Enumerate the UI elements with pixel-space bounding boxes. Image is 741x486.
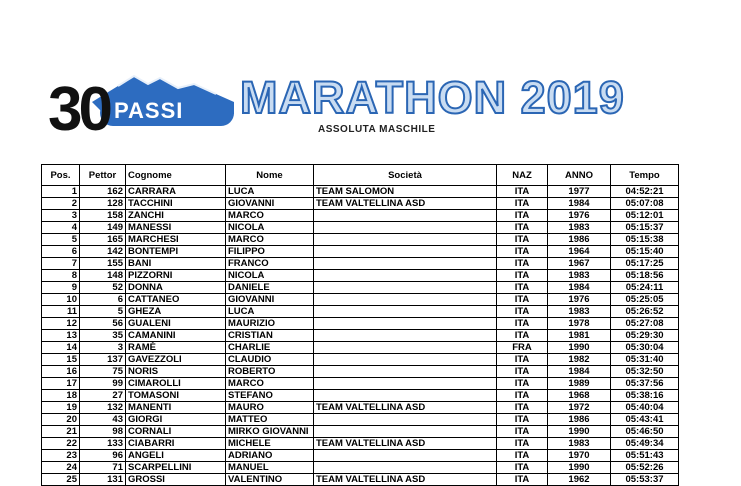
cell-pos: 21 bbox=[42, 426, 80, 438]
cell-pettorale: 155 bbox=[80, 258, 126, 270]
cell-cognome: GHEZA bbox=[126, 306, 226, 318]
cell-tempo: 05:30:04 bbox=[611, 342, 679, 354]
cell-societa: TEAM VALTELLINA ASD bbox=[314, 474, 497, 486]
cell-cognome: GIORGI bbox=[126, 414, 226, 426]
cell-pos: 14 bbox=[42, 342, 80, 354]
cell-societa bbox=[314, 246, 497, 258]
cell-anno: 1983 bbox=[548, 270, 611, 282]
table-row bbox=[42, 414, 679, 426]
cell-tempo: 05:49:34 bbox=[611, 438, 679, 450]
cell-pettorale: 27 bbox=[80, 390, 126, 402]
cell-pos: 11 bbox=[42, 306, 80, 318]
cell-pettorale: 96 bbox=[80, 450, 126, 462]
cell-anno: 1983 bbox=[548, 306, 611, 318]
cell-anno: 1972 bbox=[548, 402, 611, 414]
cell-tempo: 05:26:52 bbox=[611, 306, 679, 318]
cell-nome: MATTEO bbox=[226, 414, 314, 426]
cell-pettorale: 149 bbox=[80, 222, 126, 234]
cell-naz: ITA bbox=[497, 294, 548, 306]
cell-societa bbox=[314, 450, 497, 462]
cell-societa bbox=[314, 390, 497, 402]
cell-tempo: 05:38:16 bbox=[611, 390, 679, 402]
cell-tempo: 05:15:40 bbox=[611, 246, 679, 258]
cell-anno: 1986 bbox=[548, 414, 611, 426]
cell-cognome: CIABARRI bbox=[126, 438, 226, 450]
cell-naz: ITA bbox=[497, 330, 548, 342]
cell-tempo: 05:29:30 bbox=[611, 330, 679, 342]
cell-tempo: 05:07:08 bbox=[611, 198, 679, 210]
cell-pettorale: 148 bbox=[80, 270, 126, 282]
cell-nome: FILIPPO bbox=[226, 246, 314, 258]
table-row bbox=[42, 426, 679, 438]
cell-pos: 13 bbox=[42, 330, 80, 342]
cell-pos: 10 bbox=[42, 294, 80, 306]
cell-cognome: NORIS bbox=[126, 366, 226, 378]
cell-pos: 20 bbox=[42, 414, 80, 426]
cell-nome: MARCO bbox=[226, 234, 314, 246]
col-naz: NAZ bbox=[497, 165, 548, 186]
cell-tempo: 05:32:50 bbox=[611, 366, 679, 378]
cell-naz: ITA bbox=[497, 402, 548, 414]
table-row bbox=[42, 294, 679, 306]
cell-societa bbox=[314, 426, 497, 438]
cell-cognome: ZANCHI bbox=[126, 210, 226, 222]
logo bbox=[48, 72, 238, 148]
cell-tempo: 05:51:43 bbox=[611, 450, 679, 462]
cell-anno: 1964 bbox=[548, 246, 611, 258]
cell-nome: ADRIANO bbox=[226, 450, 314, 462]
cell-nome: CHARLIE bbox=[226, 342, 314, 354]
col-pos: Pos. bbox=[42, 165, 80, 186]
cell-societa bbox=[314, 258, 497, 270]
table-row bbox=[42, 366, 679, 378]
logo-word: PASSI bbox=[114, 98, 184, 123]
cell-societa bbox=[314, 354, 497, 366]
cell-nome: LUCA bbox=[226, 306, 314, 318]
cell-nome: NICOLA bbox=[226, 222, 314, 234]
cell-pos: 22 bbox=[42, 438, 80, 450]
table-row bbox=[42, 222, 679, 234]
cell-nome: FRANCO bbox=[226, 258, 314, 270]
cell-anno: 1968 bbox=[548, 390, 611, 402]
logo-number: 30 bbox=[48, 75, 109, 144]
table-row bbox=[42, 198, 679, 210]
cell-anno: 1977 bbox=[548, 186, 611, 198]
cell-pos: 3 bbox=[42, 210, 80, 222]
table-row bbox=[42, 210, 679, 222]
cell-anno: 1962 bbox=[548, 474, 611, 486]
cell-tempo: 05:43:41 bbox=[611, 414, 679, 426]
cell-tempo: 05:12:01 bbox=[611, 210, 679, 222]
cell-cognome: GROSSI bbox=[126, 474, 226, 486]
cell-anno: 1984 bbox=[548, 282, 611, 294]
cell-pettorale: 142 bbox=[80, 246, 126, 258]
cell-cognome: MANESSI bbox=[126, 222, 226, 234]
cell-nome: DANIELE bbox=[226, 282, 314, 294]
cell-cognome: CIMAROLLI bbox=[126, 378, 226, 390]
cell-naz: ITA bbox=[497, 198, 548, 210]
cell-pettorale: 99 bbox=[80, 378, 126, 390]
cell-cognome: BANI bbox=[126, 258, 226, 270]
cell-societa: TEAM SALOMON bbox=[314, 186, 497, 198]
cell-anno: 1976 bbox=[548, 294, 611, 306]
table-row bbox=[42, 258, 679, 270]
cell-tempo: 05:17:25 bbox=[611, 258, 679, 270]
cell-pettorale: 43 bbox=[80, 414, 126, 426]
cell-naz: ITA bbox=[497, 270, 548, 282]
cell-tempo: 05:46:50 bbox=[611, 426, 679, 438]
col-anno: ANNO bbox=[548, 165, 611, 186]
cell-anno: 1982 bbox=[548, 354, 611, 366]
cell-naz: ITA bbox=[497, 474, 548, 486]
page-header bbox=[0, 0, 741, 150]
cell-tempo: 05:53:37 bbox=[611, 474, 679, 486]
cell-naz: ITA bbox=[497, 450, 548, 462]
page-title: MARATHON 2019 bbox=[240, 72, 625, 123]
cell-pos: 18 bbox=[42, 390, 80, 402]
cell-pettorale: 162 bbox=[80, 186, 126, 198]
cell-pettorale: 132 bbox=[80, 402, 126, 414]
table-row bbox=[42, 246, 679, 258]
cell-tempo: 05:25:05 bbox=[611, 294, 679, 306]
cell-naz: ITA bbox=[497, 222, 548, 234]
cell-cognome: SCARPELLINI bbox=[126, 462, 226, 474]
cell-anno: 1984 bbox=[548, 366, 611, 378]
cell-cognome: GAVEZZOLI bbox=[126, 354, 226, 366]
cell-nome: MAURIZIO bbox=[226, 318, 314, 330]
cell-nome: VALENTINO bbox=[226, 474, 314, 486]
cell-societa bbox=[314, 318, 497, 330]
table-row bbox=[42, 186, 679, 198]
cell-pos: 17 bbox=[42, 378, 80, 390]
cell-societa: TEAM VALTELLINA ASD bbox=[314, 402, 497, 414]
cell-pos: 25 bbox=[42, 474, 80, 486]
cell-naz: ITA bbox=[497, 438, 548, 450]
cell-pettorale: 6 bbox=[80, 294, 126, 306]
cell-anno: 1983 bbox=[548, 222, 611, 234]
cell-pettorale: 131 bbox=[80, 474, 126, 486]
cell-cognome: CORNALI bbox=[126, 426, 226, 438]
cell-societa bbox=[314, 234, 497, 246]
table-row bbox=[42, 282, 679, 294]
cell-pettorale: 52 bbox=[80, 282, 126, 294]
cell-pos: 7 bbox=[42, 258, 80, 270]
col-nome: Nome bbox=[226, 165, 314, 186]
table-row bbox=[42, 234, 679, 246]
cell-naz: ITA bbox=[497, 234, 548, 246]
cell-naz: ITA bbox=[497, 210, 548, 222]
table-row bbox=[42, 342, 679, 354]
table-row bbox=[42, 318, 679, 330]
cell-tempo: 05:31:40 bbox=[611, 354, 679, 366]
cell-anno: 1983 bbox=[548, 438, 611, 450]
cell-naz: ITA bbox=[497, 366, 548, 378]
cell-pettorale: 56 bbox=[80, 318, 126, 330]
cell-cognome: CATTANEO bbox=[126, 294, 226, 306]
cell-pettorale: 35 bbox=[80, 330, 126, 342]
cell-anno: 1970 bbox=[548, 450, 611, 462]
cell-nome: GIOVANNI bbox=[226, 294, 314, 306]
results-table bbox=[41, 164, 679, 486]
table-row bbox=[42, 378, 679, 390]
cell-societa bbox=[314, 342, 497, 354]
cell-naz: FRA bbox=[497, 342, 548, 354]
cell-anno: 1990 bbox=[548, 426, 611, 438]
table-row bbox=[42, 330, 679, 342]
cell-naz: ITA bbox=[497, 378, 548, 390]
cell-cognome: BONTEMPI bbox=[126, 246, 226, 258]
cell-societa bbox=[314, 462, 497, 474]
cell-pettorale: 75 bbox=[80, 366, 126, 378]
cell-naz: ITA bbox=[497, 462, 548, 474]
table-row bbox=[42, 390, 679, 402]
cell-cognome: CARRARA bbox=[126, 186, 226, 198]
cell-pos: 15 bbox=[42, 354, 80, 366]
cell-anno: 1978 bbox=[548, 318, 611, 330]
cell-anno: 1984 bbox=[548, 198, 611, 210]
cell-societa bbox=[314, 294, 497, 306]
cell-pettorale: 133 bbox=[80, 438, 126, 450]
cell-societa bbox=[314, 414, 497, 426]
cell-pos: 2 bbox=[42, 198, 80, 210]
table-row bbox=[42, 438, 679, 450]
cell-societa bbox=[314, 366, 497, 378]
cell-societa bbox=[314, 282, 497, 294]
cell-pettorale: 158 bbox=[80, 210, 126, 222]
cell-cognome: ANGELI bbox=[126, 450, 226, 462]
col-societa: Società bbox=[314, 165, 497, 186]
cell-pos: 19 bbox=[42, 402, 80, 414]
cell-pettorale: 137 bbox=[80, 354, 126, 366]
cell-nome: MARCO bbox=[226, 210, 314, 222]
cell-nome: MIRKO GIOVANNI bbox=[226, 426, 314, 438]
cell-anno: 1976 bbox=[548, 210, 611, 222]
cell-pettorale: 5 bbox=[80, 306, 126, 318]
cell-pos: 23 bbox=[42, 450, 80, 462]
cell-pos: 1 bbox=[42, 186, 80, 198]
cell-anno: 1989 bbox=[548, 378, 611, 390]
cell-nome: MICHELE bbox=[226, 438, 314, 450]
cell-pos: 6 bbox=[42, 246, 80, 258]
cell-pos: 24 bbox=[42, 462, 80, 474]
page-subtitle: ASSOLUTA MASCHILE bbox=[318, 124, 436, 135]
cell-cognome: TOMASONI bbox=[126, 390, 226, 402]
cell-cognome: DONNA bbox=[126, 282, 226, 294]
cell-pettorale: 128 bbox=[80, 198, 126, 210]
cell-societa bbox=[314, 378, 497, 390]
cell-societa: TEAM VALTELLINA ASD bbox=[314, 198, 497, 210]
cell-naz: ITA bbox=[497, 186, 548, 198]
cell-nome: MANUEL bbox=[226, 462, 314, 474]
cell-pos: 16 bbox=[42, 366, 80, 378]
table-row bbox=[42, 474, 679, 486]
cell-societa bbox=[314, 210, 497, 222]
table-row bbox=[42, 354, 679, 366]
cell-tempo: 04:52:21 bbox=[611, 186, 679, 198]
cell-naz: ITA bbox=[497, 246, 548, 258]
cell-nome: CLAUDIO bbox=[226, 354, 314, 366]
cell-naz: ITA bbox=[497, 258, 548, 270]
cell-naz: ITA bbox=[497, 354, 548, 366]
cell-naz: ITA bbox=[497, 414, 548, 426]
cell-nome: GIOVANNI bbox=[226, 198, 314, 210]
cell-naz: ITA bbox=[497, 390, 548, 402]
cell-cognome: GUALENI bbox=[126, 318, 226, 330]
cell-naz: ITA bbox=[497, 426, 548, 438]
table-row bbox=[42, 306, 679, 318]
table-header-row bbox=[42, 165, 679, 186]
cell-societa bbox=[314, 306, 497, 318]
cell-cognome: CAMANINI bbox=[126, 330, 226, 342]
cell-pettorale: 71 bbox=[80, 462, 126, 474]
cell-pos: 8 bbox=[42, 270, 80, 282]
col-pettorale: Pettor bbox=[80, 165, 126, 186]
cell-anno: 1986 bbox=[548, 234, 611, 246]
cell-tempo: 05:27:08 bbox=[611, 318, 679, 330]
cell-nome: MAURO bbox=[226, 402, 314, 414]
table-row bbox=[42, 402, 679, 414]
cell-tempo: 05:15:38 bbox=[611, 234, 679, 246]
cell-tempo: 05:52:26 bbox=[611, 462, 679, 474]
cell-tempo: 05:40:04 bbox=[611, 402, 679, 414]
cell-tempo: 05:15:37 bbox=[611, 222, 679, 234]
cell-cognome: RAMÈ bbox=[126, 342, 226, 354]
cell-societa: TEAM VALTELLINA ASD bbox=[314, 438, 497, 450]
cell-naz: ITA bbox=[497, 282, 548, 294]
cell-nome: CRISTIAN bbox=[226, 330, 314, 342]
table-row bbox=[42, 462, 679, 474]
cell-societa bbox=[314, 222, 497, 234]
cell-cognome: PIZZORNI bbox=[126, 270, 226, 282]
cell-anno: 1967 bbox=[548, 258, 611, 270]
cell-pettorale: 98 bbox=[80, 426, 126, 438]
cell-pos: 5 bbox=[42, 234, 80, 246]
cell-tempo: 05:18:56 bbox=[611, 270, 679, 282]
col-cognome: Cognome bbox=[126, 165, 226, 186]
cell-pettorale: 3 bbox=[80, 342, 126, 354]
cell-societa bbox=[314, 270, 497, 282]
cell-anno: 1990 bbox=[548, 342, 611, 354]
table-row bbox=[42, 450, 679, 462]
cell-naz: ITA bbox=[497, 306, 548, 318]
cell-cognome: MARCHESI bbox=[126, 234, 226, 246]
cell-naz: ITA bbox=[497, 318, 548, 330]
cell-tempo: 05:24:11 bbox=[611, 282, 679, 294]
cell-anno: 1981 bbox=[548, 330, 611, 342]
cell-cognome: TACCHINI bbox=[126, 198, 226, 210]
cell-pos: 9 bbox=[42, 282, 80, 294]
cell-tempo: 05:37:56 bbox=[611, 378, 679, 390]
cell-nome: ROBERTO bbox=[226, 366, 314, 378]
cell-societa bbox=[314, 330, 497, 342]
table-row bbox=[42, 270, 679, 282]
cell-nome: STEFANO bbox=[226, 390, 314, 402]
cell-cognome: MANENTI bbox=[126, 402, 226, 414]
col-tempo: Tempo bbox=[611, 165, 679, 186]
cell-pos: 4 bbox=[42, 222, 80, 234]
cell-nome: LUCA bbox=[226, 186, 314, 198]
cell-nome: MARCO bbox=[226, 378, 314, 390]
cell-nome: NICOLA bbox=[226, 270, 314, 282]
cell-pettorale: 165 bbox=[80, 234, 126, 246]
cell-anno: 1990 bbox=[548, 462, 611, 474]
cell-pos: 12 bbox=[42, 318, 80, 330]
